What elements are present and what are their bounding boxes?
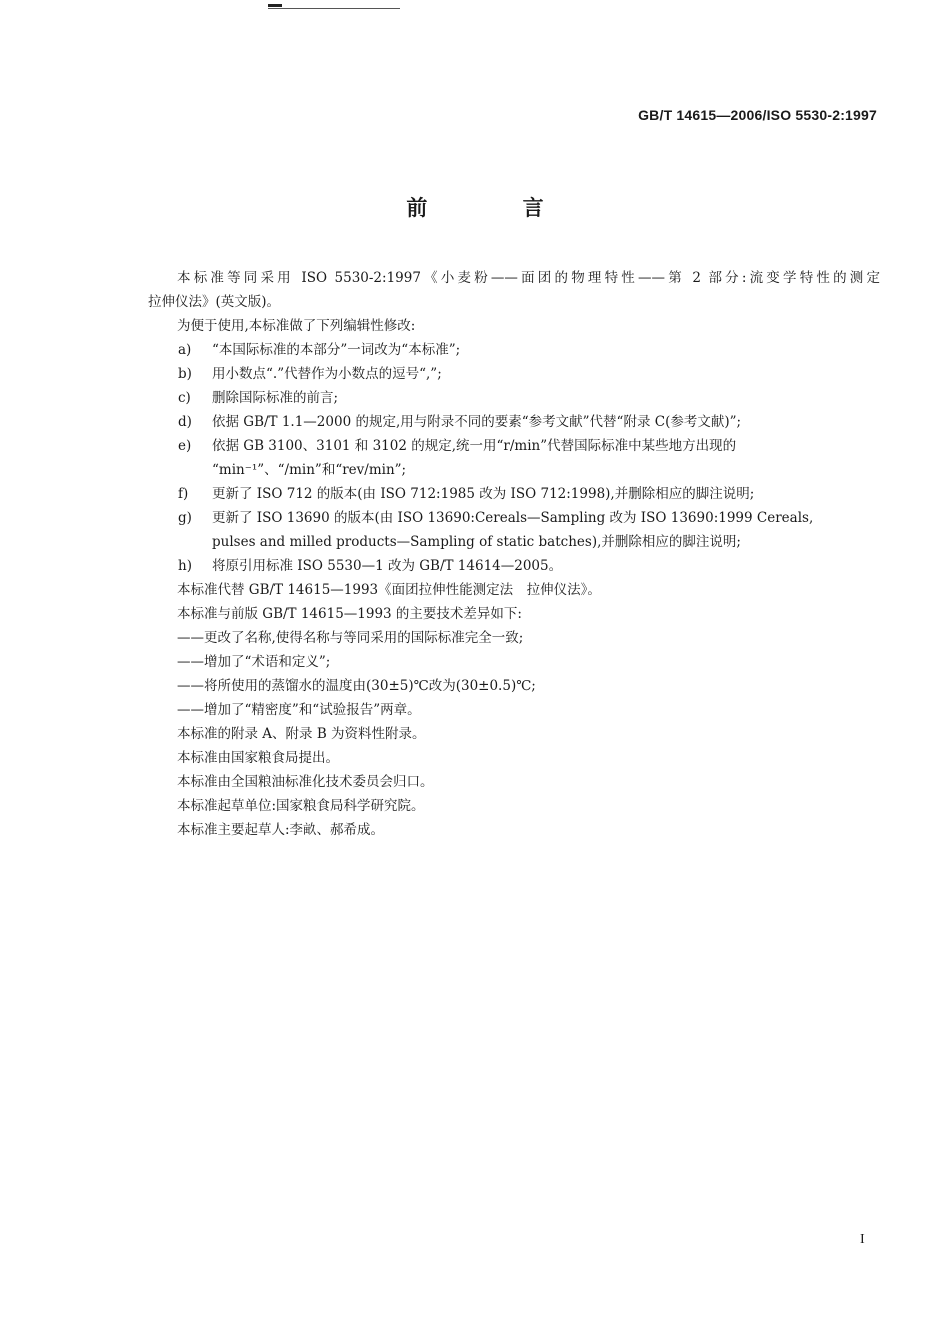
difference-item: ——增加了“术语和定义”; [177,654,331,670]
standard-number: GB/T 14615—2006/ISO 5530-2:1997 [638,107,877,123]
scan-artifact [268,4,282,7]
closing-statement: 本标准由国家粮食局提出。 [177,750,339,766]
list-item [148,506,880,554]
list-item-text: 依据 GB 3100、3101 和 3102 的规定,统一用“r/min”代替国际标准中某些地方出现的 [212,438,737,454]
list-item-label: b) [178,366,192,382]
document-body [148,266,880,842]
intro-paragraph: 本标准等同采用 ISO 5530-2:1997《小麦粉——面团的物理特性——第 2 部分:流变学特性的测定 [177,270,880,286]
list-item-label: a) [178,342,192,358]
closing-statement: 本标准由全国粮油标准化技术委员会归口。 [177,774,434,790]
list-item-label: c) [178,390,191,406]
list-item-label: d) [178,414,192,430]
list-item-text: 用小数点“.”代替作为小数点的逗号“,”; [212,366,442,382]
list-item [148,386,880,410]
difference-item: ——更改了名称,使得名称与等同采用的国际标准完全一致; [177,630,524,646]
page-title: 前 言 [406,196,588,220]
closing-statement: 本标准的附录 A、附录 B 为资料性附录。 [177,726,426,742]
list-item-text: 删除国际标准的前言; [212,390,339,406]
list-item-label: f) [178,486,189,502]
list-item [148,434,880,482]
list-item-label: h) [178,558,192,574]
page-number: I [860,1232,865,1247]
list-item [148,410,880,434]
list-item-text: 更新了 ISO 712 的版本(由 ISO 712:1985 改为 ISO 712:1998),并删除相应的脚注说明; [212,486,755,502]
list-item [148,554,880,578]
list-item [148,338,880,362]
list-item-label: e) [178,438,192,454]
list-item-label: g) [178,510,192,526]
list-item-text: 将原引用标准 ISO 5530—1 改为 GB/T 14614—2005。 [212,558,563,574]
closing-statement: 本标准起草单位:国家粮食局科学研究院。 [177,798,425,814]
differences-lead: 本标准与前版 GB/T 14615—1993 的主要技术差异如下: [177,606,522,622]
list-item-text: “本国际标准的本部分”一词改为“本标准”; [212,342,461,358]
difference-item: ——将所使用的蒸馏水的温度由(30±5)℃改为(30±0.5)℃; [177,678,536,694]
replaces-statement: 本标准代替 GB/T 14615—1993《面团拉伸性能测定法 拉伸仪法》。 [177,582,601,598]
closing-statement: 本标准主要起草人:李畝、郝希成。 [177,822,385,838]
list-item [148,482,880,506]
edits-lead: 为便于使用,本标准做了下列编辑性修改: [177,318,416,334]
list-item-text: 更新了 ISO 13690 的版本(由 ISO 13690:Cereals—Sampling 改为 ISO 13690:1999 Cereals, [212,510,814,526]
difference-item: ——增加了“精密度”和“试验报告”两章。 [177,702,421,718]
list-item-text-continued: “min⁻¹”、“/min”和“rev/min”; [212,462,407,478]
list-item-text-continued: pulses and milled products—Sampling of static batches),并删除相应的脚注说明; [212,534,741,550]
list-item-text: 依据 GB/T 1.1—2000 的规定,用与附录不同的要素“参考文献”代替“附录 C(参考文献)”; [212,414,742,430]
scan-artifact [268,8,400,9]
list-item [148,362,880,386]
intro-paragraph-continued: 拉伸仪法》(英文版)。 [148,294,281,310]
